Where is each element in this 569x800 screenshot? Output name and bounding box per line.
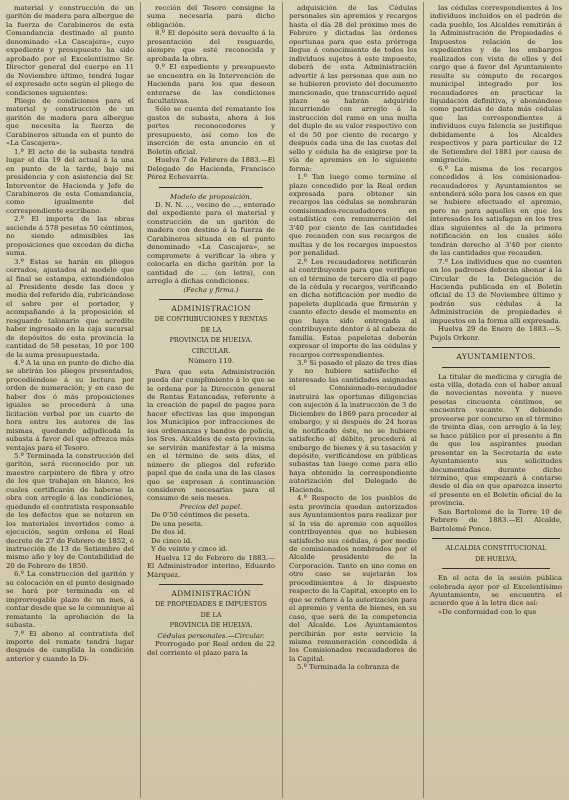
model-title: Modelo de proposición. xyxy=(170,192,252,201)
column-rule xyxy=(282,2,283,798)
section-heading: DE PROPIEDADES E IMPUESTOS xyxy=(155,600,267,609)
section-heading: PROVINCIA DE HUELVA. xyxy=(169,621,253,630)
column-2 xyxy=(147,4,275,796)
circular-label: CIRCULAR. xyxy=(191,346,231,355)
price-line: De 0'50 céntimos de peseta. xyxy=(151,511,250,520)
section-heading: DE CONTRIBUCIONES Y RENTAS xyxy=(154,315,268,324)
section-heading: DE LA xyxy=(200,610,222,619)
paragraph: las cédulas correspondientes á los individuos incluidos en el padrón de cada pueblo, los Alcaldes remitirán á la Administración de Propiedades é Impuestos relación de los expedientes y de los embargos realizados con vista de ellos y del cargo que á favor del Ayuntamiento resulte su cómputo de recargos municipal integrado por los recaudadores en practicar la liquidación definitiva, y abonándose como partidas de data más cédulas que las correspondientes á individuos cuya falencia se justifique debidamente á los Alcaldes respectivos y para particular de 12 de Setiembre del 1881 por causa de emigración. xyxy=(430,4,562,165)
price-line: Y de veinte y cinco id. xyxy=(151,545,228,554)
column-1 xyxy=(6,4,134,796)
paragraph: La titular de medicina y cirugía de esta villa, dotada con el haber anual de novecientas noventa y nueve pesetas cincuenta céntimos, se encuentra vacante. Y debiendo proveerse por concurso en el término de treinta días, con arreglo á la ley, se hace público por el presente á fin de que los aspirantes puedan presentar en la Secretaría de este Ayuntamiento sus solicitudes documentadas durante dicho término, que empezará á contarse desde el día en que aparezca inserto el presente en el Boletín oficial de la provincia. xyxy=(430,372,562,508)
paragraph: material y construcción de un garitón de madera para albergue de la fuerza de Carabineros de esta Comandancia destinado al punto denominado «La Cascajera», cuyo expediente y presupuesto ha sido aprobado por el Excelentísimo Sr. Director general del cuerpo en 11 de Noviembre último, tendrá lugar el expresado acto según el pliego de condiciones siguientes: xyxy=(6,4,134,97)
column-4 xyxy=(430,4,562,796)
price-line: De dos id. xyxy=(151,528,186,537)
divider xyxy=(442,367,550,368)
paragraph: Prorrogado por Real orden de 22 del corriente el plazo para la xyxy=(147,640,275,657)
divider xyxy=(432,538,560,539)
divider xyxy=(442,568,550,569)
column-rule xyxy=(423,2,424,798)
paragraph: 1.º El acto de la subasta tendrá lugar el día 19 del actual á la una en punto de la tarde, bajo mi presidencia y con asistencia del Sr. Interventor de Hacienda y Jefe de Carabineros de esta Comandancia, como igualmente del correspondiente escribano. xyxy=(6,147,134,215)
paragraph: 6.º La misma de los recargos concedidos á los comisionados-recaudadores y Ayuntamientos se entenderá sólo para los casos en que se hubiere efectuado el apremio, pero no para aquellos en que los interesados los satisfagan en los tres días siguientes al de la primera notificación en los cuales sólo tendrán derecho al 3'40 por ciento de las cantidades que recauden. xyxy=(430,164,562,258)
section-heading: AYUNTAMIENTOS. xyxy=(456,352,536,362)
section-heading: ALCALDIA CONSTITUCIONAL xyxy=(445,544,547,553)
section-heading: DE HUELVA. xyxy=(475,554,517,563)
section-heading: ADMINISTRACION xyxy=(171,303,251,313)
paragraph: D. N. N. ..., vecino de ..., enterado del expediente para el material y construcción de un garitón de madera con destino á la fuerza de Carabineros situada en el punto denominado «La Cascajera», se compromete á verificar la obra y colocarla en dicho garitón por la cantidad de ... (en letra), con arreglo á dichas condiciones. xyxy=(147,200,275,286)
divider xyxy=(159,584,263,585)
paragraph: 5.º Terminada la construcción del garitón, será reconocido por un maestro carpintero de fibra y otro de los que trabajan en blanco, los cuales certificarán de haberse la obra con arreglo á las condiciones, quedando el contratista responsable de los defectos que se notaren en los materiales invertidos como á ejecución, según ordena el Real decreto de 27 de Febrero de 1852, é instrucción de 13 de Setiembre del mismo año y ley de Contabilidad de 20 de Febrero de 1850. xyxy=(6,452,134,570)
cedulas-heading: Cédulas personales.—Circular. xyxy=(157,631,265,640)
paragraph: 9.º El expediente y presupuesto se encuentra en la Intervención de Hacienda para los que deseen enterarse de las condiciones facultativas. xyxy=(147,63,275,105)
divider xyxy=(159,187,263,188)
paragraph: Sólo se cuenta del rematante los gastos de subasta, ahora á los portes reconocedores y presupuesto, así como los de inserción de esta anuncio en el Boletín oficial. xyxy=(147,105,275,156)
paragraph: 5.º Terminada la cobranza de xyxy=(297,663,400,672)
paragraph: «De conformidad con lo que xyxy=(438,607,537,616)
paragraph: Huelva 12 de Febrero de 1883.—El Administrador interino, Eduardo Márquez. xyxy=(147,553,275,579)
paragraph: Huelva 7 de Febrero de 1883.—El Delegado de Hacienda, Francisco Pérez Echevarría. xyxy=(147,156,275,182)
paragraph: Huelva 29 de Enero de 1883.—S. Pujols Orkenr. xyxy=(430,325,562,342)
paragraph: Pliego de condiciones para el material y construcción de un garitón de madera para albergue que necesita la fuerza de Carabineros situada en el punto de «La Cascajera». xyxy=(6,96,134,148)
divider xyxy=(432,347,560,348)
paragraph: 8.º El depósito será devuelto á la presentación del resguardo, siempre que esté reconocida y aprobada la obra. xyxy=(147,29,275,63)
paragraph: 6.º La construcción del garitón y su colocación en el punto designado se hará por terminada en el improrrogable plazo de un mes, á contar desde que se le comunique al rematante la aprobación de la subasta. xyxy=(6,570,134,630)
paragraph: 2.º Los recaudadores notificarán al contribuyente para que verifique en el término de tercero día el pago de la cédula y recargos, verificando en dicha notificación por medio de papeleta duplicada que firmarán y cuanto efecto desde el momento en que haya sido entregada al contribuyente dentor á al cabeza de familia. Estas papeletas deberán expresar el importe de las cédulas y recargos correspondientes. xyxy=(289,257,417,359)
paragraph: San Bartolomé de la Torre 10 de Febrero de 1883.—El Alcalde, Bartolomé Ponce. xyxy=(430,507,562,533)
price-line: De cinco id. xyxy=(151,536,193,545)
section-heading: DE LA xyxy=(200,325,222,334)
paragraph: adquisición de las Cédulas personales sin apremios y recargos hasta el día 28 del próximo mes de Febrero y dictadas las órdenes oportunas para que esta prórroga llegue á conocimiento de todos los individuos sujetos á este impuesto, deberá de esta Administración advertir á las personas que aun no se hubieren provisto del documento mencionado, que transcurrido aquel plazo se habrán adquirido incurriendo con arreglo á la instrucción del ramo en una multa del duplo de su valor respectivo con el de 50 por ciento de recargo y después cada una de las cuotas del sello y cédula ha de exigirse por la vía de apremios en lo siguiente forma: xyxy=(289,4,417,173)
column-3 xyxy=(289,4,417,796)
circular-number: Número 119. xyxy=(187,357,235,366)
paragraph: 1.º Tan luego como termine el plazo concedido por la Real orden expresada para obtener sin recargos las cédulas se nombrarán comisionados-recaudadores en estadística con remuneración del 3'40 por ciento de las cantidades que recauden con sus recargos de multas y de los recargos impuestos por penalidad. xyxy=(289,173,417,258)
paragraph: 3.º Si pasado el plazo de tres días y no hubiere satisfecho el interesado las cantidades asignadas el Comisionado-recaudador instruirá las oportunas diligencias con sujeción á la instrucción de 3 de Diciembre de 1869 para proceder al embargo; y si después de 24 horas de notificado éste, no se hubiere satisfecho el débito, procederá al embargo de bienes y á su tasación y depósito, verificándose en públicas subastas tan luego como para ello haya obtenido la correspondiente autorización del Delegado de Hacienda. xyxy=(289,359,417,494)
column-rule xyxy=(140,2,141,798)
paragraph: 2.º El importe de las obras asciende á 578 pesetas 50 céntimos, no siendo admisibles las proposiciones que excedan de dicha suma. xyxy=(6,215,134,258)
paragraph: rección del Tesoro consigne la suma necesaria para dicho obligación. xyxy=(147,4,275,29)
section-heading: ADMINISTRACIÓN xyxy=(171,589,251,598)
divider xyxy=(159,299,263,300)
model-signature: (Fecha y firma.) xyxy=(183,285,239,294)
section-heading: PROVINCIA DE HUELVA. xyxy=(169,336,253,345)
paragraph: 7.º Los individuos que no cuenten en los padrones deberán abonar á la Circular de la Delegación de Hacienda publicada en el Boletín oficial de 13 de Noviembre último y podrán sus cédulas á la Administración de propiedades é impuestos en la forma allí expresada. xyxy=(430,257,562,325)
paragraph: 4.º Respecto de los pueblos de esta provincia quedan autorizados sus Ayuntamientos para realizar por sí la vía de apremio con aquellos contribuyentes que no hubiesen satisfecho sus cédulas, ó por medio de comisionados nombrados por el Alcalde presidente de la Corporación. Tanto en uno como en otro caso se sujetarán los procedimientos á lo dispuesto respecto de la Capital, excepto en lo que se refiere á la autorización para el apremio y venta de bienes, en su caso, que será de la competencia del Alcalde. Los Ayuntamientos percibirán por este servicio la misma remuneración concedida á los Comisionados recaudadores de la Capital. xyxy=(289,494,417,663)
paragraph: 4.º A la una en punto de dicho día se abrirán los pliegos presentados, procediéndose á su lectura por orden de numeración; y en caso de haber dos ó más proposiciones iguales se procederá á una licitación verbal por un cuarto de hora entre los autores de las mismas, quedando adjudicada la subasta á favor del que ofrezca más ventajas para el Tesoro. xyxy=(6,359,134,452)
price-line: De una peseta. xyxy=(151,519,204,528)
paragraph: Para que esta Administración pueda dar cumplimiento á lo que se le ordena por la Dirección general de Rentas Estancadas, referente á la creación de papel de pagos para hacer efectivas las que impongan los Municipios por infracciones de sus ordenanzas y bandos de policía, los Sres. Alcaldes de esta provincia se servirán manifestar á la misma en el término de seis días, el número de pliegos del referido papel que de cada una de las clases que se expresan á continuación consideren necesarias para el consumo de seis meses. xyxy=(147,367,275,503)
paragraph: 7.º El abono al contratista del importe del remate tendrá lugar después de cumplida la condición anterior y cuando la Di- xyxy=(6,629,134,663)
paragraph: 3.º Estas se harán en pliegos cerrados, ajustados al modelo que al final se estampa, extendiéndolos al Presidente desde las doce y media del referido día, rubricándose el sobre por el portador, y acompañando á la proposición el resguardo talonario que acredite haber ingresado en la caja sucursal de depósitos de esta provincia la cantidad de 58 pesetas, 10 por 100 de la suma presupuestada. xyxy=(6,257,134,359)
paragraph: En el acta de la sesión pública celebrada ayer por el Excelentísimo Ayuntamiento, se encuentra el acuerdo que á la letra dice así: xyxy=(430,574,562,608)
prices-title: Precios del papel. xyxy=(179,502,243,511)
